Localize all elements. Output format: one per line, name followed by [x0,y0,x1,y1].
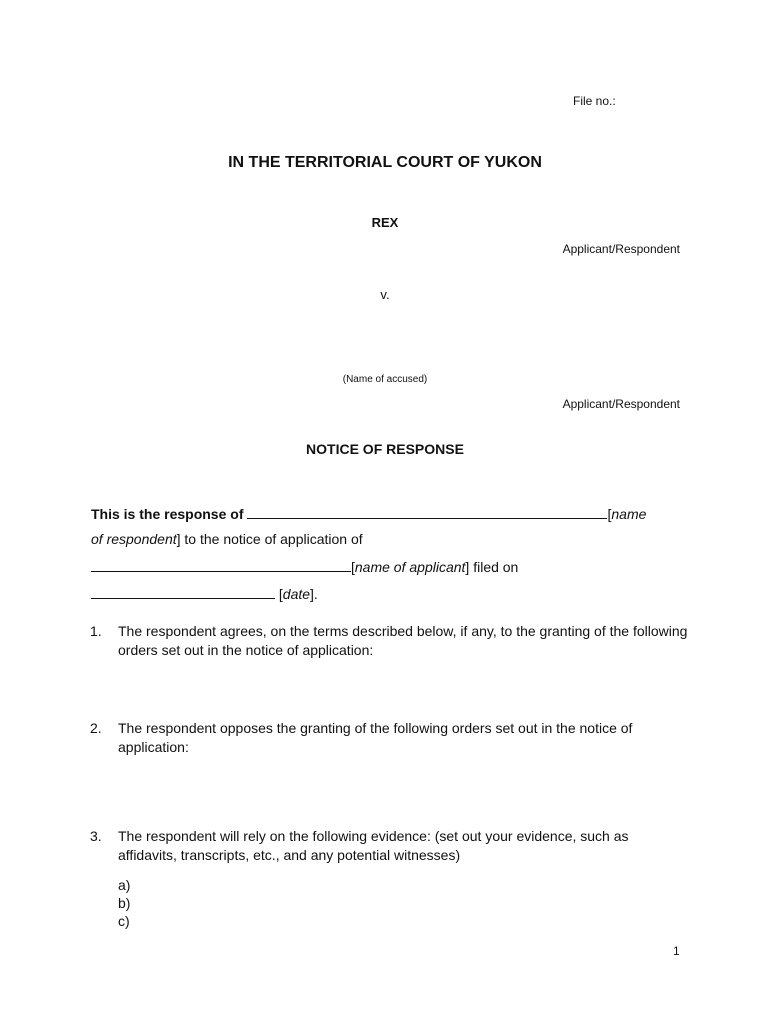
first-party-name: REX [371,215,399,230]
numbered-item-1 [90,622,690,660]
evidence-list-item: a) [118,877,131,893]
document-title: NOTICE OF RESPONSE [306,441,464,457]
second-party-role: Applicant/Respondent [562,397,680,411]
item-text: The respondent agrees, on the terms described below, if any, to the granting of the following orders set out in the notice of application: [118,623,688,658]
applicant-name-blank[interactable] [91,558,351,572]
respondent-name-hint: name [611,506,647,522]
response-line-2: of respondent] to the notice of application of [91,531,363,547]
response-lead: This is the response of [91,506,244,522]
numbered-item-2 [90,719,690,757]
item-number: 3. [90,828,102,844]
respondent-hint-continued: of respondent [91,531,177,547]
response-line-3-text: filed on [469,559,519,575]
item-text: The respondent will rely on the following evidence: (set out your evidence, such as affidavits, transcripts, etc., and any potential witnesses) [118,828,629,863]
evidence-list-item: c) [118,913,130,929]
response-line-3: [name of applicant] filed on [91,558,518,575]
versus-label: v. [380,287,390,302]
page-number: 1 [673,944,680,958]
date-hint: date [282,586,311,602]
date-blank[interactable] [91,585,275,599]
numbered-item-3 [90,827,690,865]
response-line-4: [date]. [91,585,318,602]
accused-name-hint: (Name of accused) [342,374,428,385]
file-number-label: File no.: [573,94,616,108]
respondent-name-blank[interactable] [247,505,607,519]
court-title: IN THE TERRITORIAL COURT OF YUKON [228,154,542,171]
evidence-list [118,876,130,930]
evidence-list-item: b) [118,895,131,911]
item-number: 2. [90,720,102,736]
response-line-1: This is the response of [name [91,506,647,522]
first-party-role: Applicant/Respondent [562,242,680,256]
item-text: The respondent opposes the granting of the following orders set out in the notice of application: [118,720,633,755]
applicant-name-hint: name of applicant [354,559,466,575]
response-line-2-text: to the notice of application of [180,531,363,547]
item-number: 1. [90,623,102,639]
